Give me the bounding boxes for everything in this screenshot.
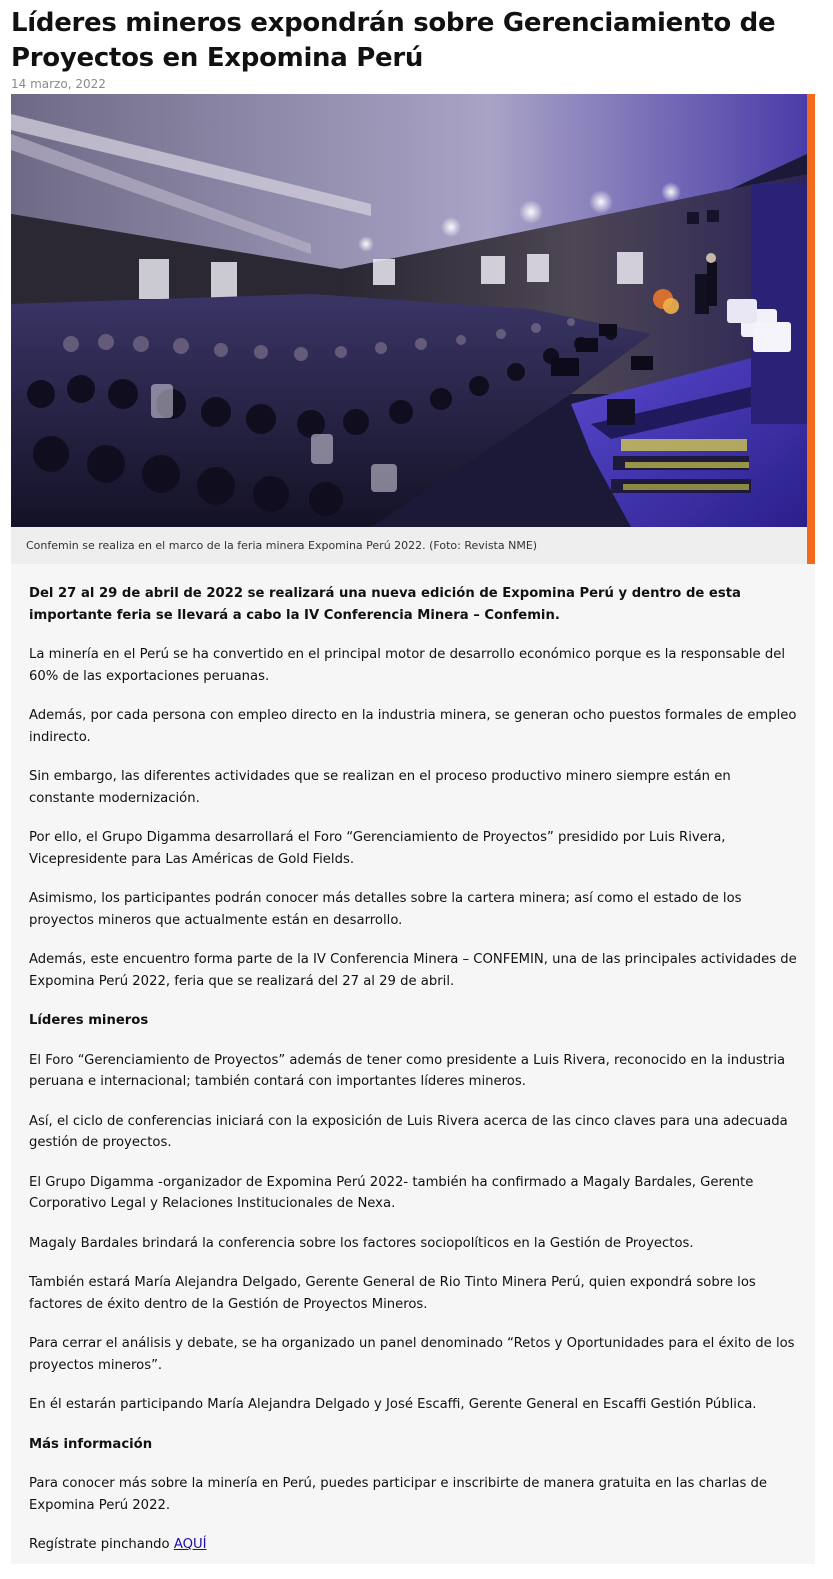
article-paragraph: Además, por cada persona con empleo directo en la industria minera, se generan ocho puestos formales de empleo indirecto. (29, 708, 797, 745)
article-paragraph: El Foro “Gerenciamiento de Proyectos” además de tener como presidente a Luis Rivera, reconocido en la industria peruana e internacional; también contará con importantes líderes mineros. (29, 1052, 786, 1089)
conference-photo-art (11, 94, 807, 527)
article-paragraph: La minería en el Perú se ha convertido en el principal motor de desarrollo económico porque es la responsable del 60% de las exportaciones peruanas. (29, 647, 785, 684)
article-paragraph: También estará María Alejandra Delgado, Gerente General de Rio Tinto Minera Perú, quien expondrá sobre los factores de éxito dentro de la Gestión de Proyectos Mineros. (29, 1275, 756, 1312)
article-paragraph: El Grupo Digamma -organizador de Expomina Perú 2022- también ha confirmado a Magaly Bardales, Gerente Corporativo Legal y Relaciones Institucionales de Nexa. (29, 1174, 754, 1211)
section-heading-mas-informacion: Más información (29, 1436, 153, 1452)
article-date: 14 marzo, 2022 (11, 77, 106, 91)
photo-caption: Confemin se realiza en el marco de la feria minera Expomina Perú 2022. (Foto: Revista NME) (11, 527, 807, 564)
article-body (11, 564, 815, 1564)
article-paragraph: Sin embargo, las diferentes actividades que se realizan en el proceso productivo minero siempre están en constante modernización. (29, 769, 731, 806)
register-link[interactable]: AQUÍ (173, 1537, 207, 1552)
article-paragraph: Por ello, el Grupo Digamma desarrollará el Foro “Gerenciamiento de Proyectos” presidido por Luis Rivera, Vicepresidente para Las Américas de Gold Fields. (29, 830, 726, 867)
article-title: Líderes mineros expondrán sobre Gerenciamiento de Proyectos en Expomina Perú (11, 8, 776, 73)
section-heading-lideres: Líderes mineros (29, 1013, 149, 1028)
article-paragraph: Además, este encuentro forma parte de la IV Conferencia Minera – CONFEMIN, una de las principales actividades de Expomina Perú 2022, feria que se realizará del 27 al 29 de abril. (29, 952, 797, 989)
article-paragraph: En él estarán participando María Alejandra Delgado y José Escaffi, Gerente General en Escaffi Gestión Pública. (29, 1397, 757, 1412)
article-paragraph: Magaly Bardales brindará la conferencia sobre los factores sociopolíticos en la Gestión de Proyectos. (29, 1235, 694, 1251)
article-paragraph: Asimismo, los participantes podrán conocer más detalles sobre la cartera minera; así como el estado de los proyectos mineros que actualmente están en desarrollo. (29, 891, 742, 928)
article-lead: Del 27 al 29 de abril de 2022 se realizará una nueva edición de Expomina Perú y dentro de esta importante feria se llevará a cabo la IV Conferencia Minera – Confemin. (29, 586, 741, 623)
article-paragraph: Para conocer más sobre la minería en Perú, puedes participar e inscribirte de manera gratuita en las charlas de Expomina Perú 2022. (29, 1476, 767, 1513)
register-text: Regístrate pinchando (29, 1537, 174, 1552)
article-paragraph: Para cerrar el análisis y debate, se ha organizado un panel denominado “Retos y Oportunidades para el éxito de los proyectos mineros”. (29, 1336, 795, 1373)
conference-photo[interactable] (11, 94, 807, 527)
accent-bar (807, 94, 815, 564)
article-paragraph: Así, el ciclo de conferencias iniciará con la exposición de Luis Rivera acerca de las cinco claves para una adecuada gestión de proyectos. (29, 1113, 788, 1150)
register-line (29, 1534, 797, 1556)
article-figure (11, 94, 815, 564)
